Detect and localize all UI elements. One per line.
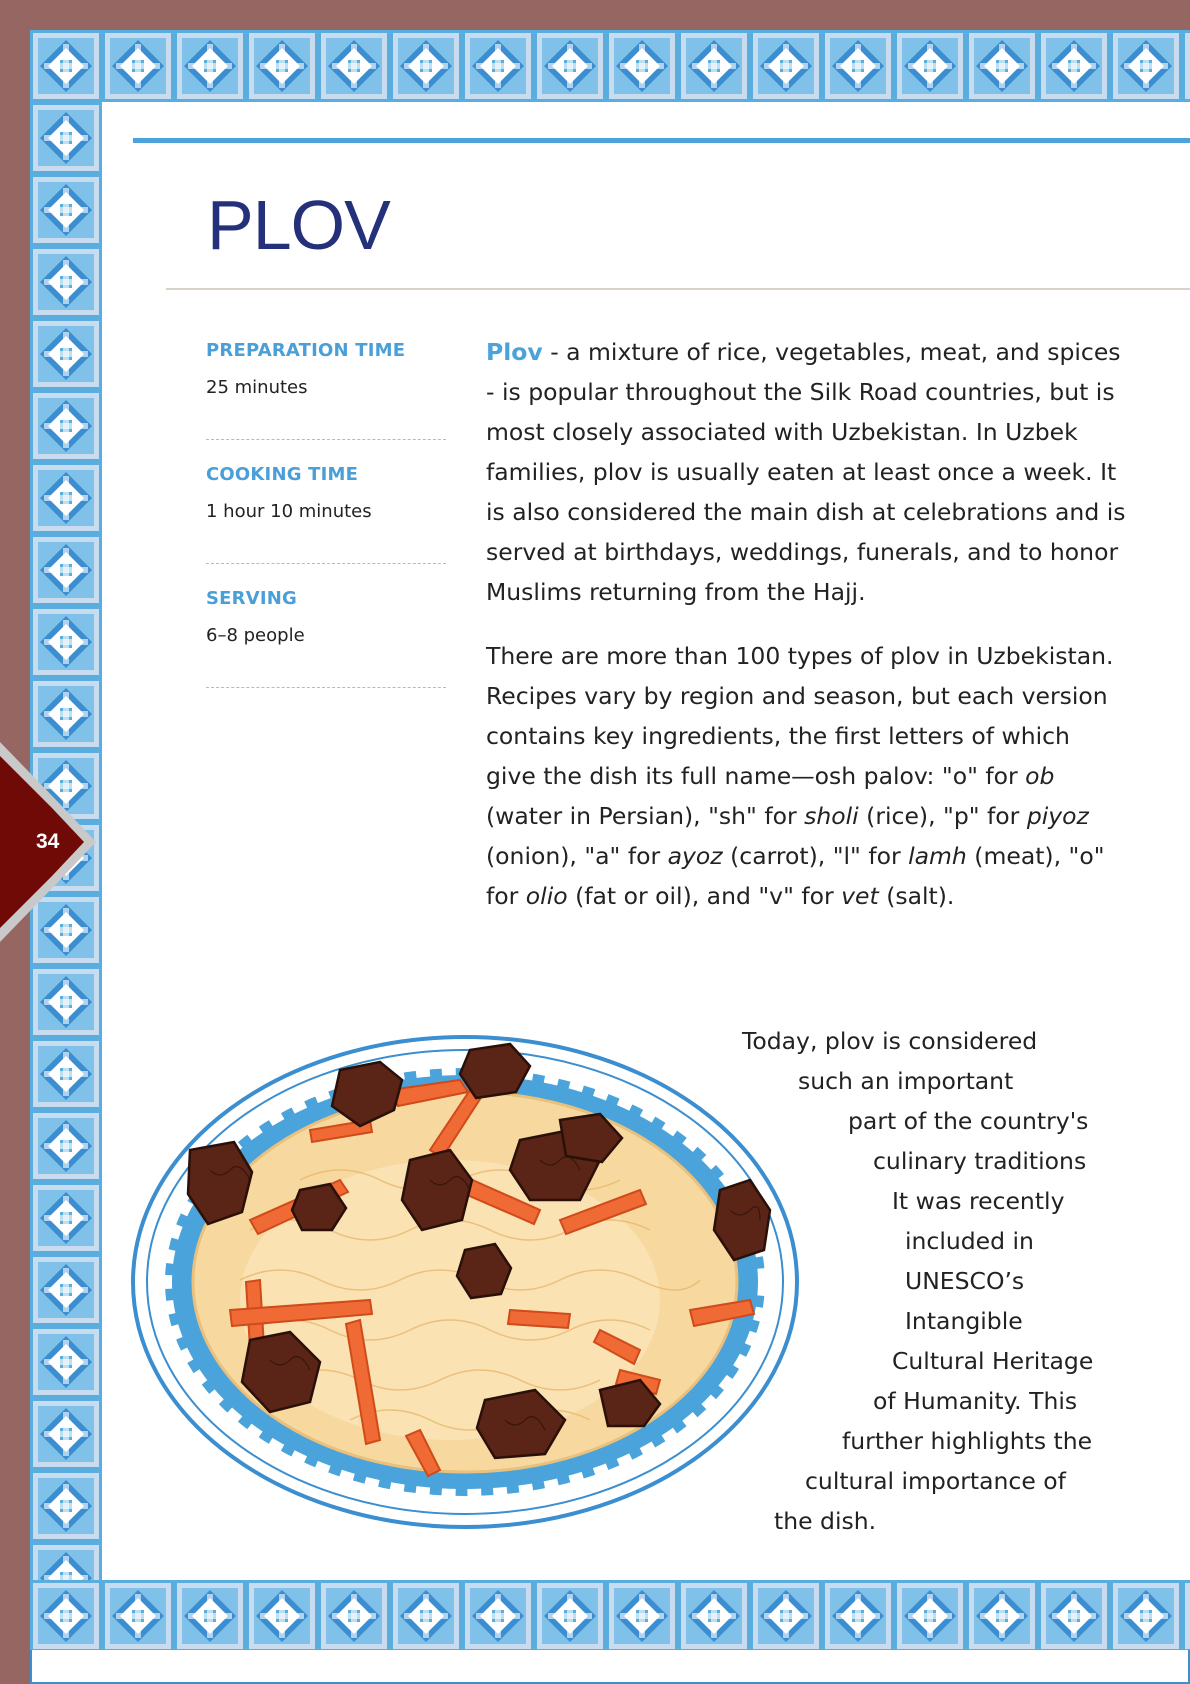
unesco-line: part of the country's — [848, 1107, 1089, 1135]
meta-serving — [206, 586, 446, 688]
term-sholi: sholi — [804, 802, 859, 830]
types-text: (onion), "a" for — [486, 842, 668, 870]
unesco-line: included in — [905, 1227, 1034, 1255]
types-text: (water in Persian), "sh" for — [486, 802, 805, 830]
bottom-border-pattern — [30, 1580, 1190, 1650]
unesco-line: It was recently — [892, 1187, 1065, 1215]
plov-plate-illustration — [130, 1010, 850, 1550]
meta-value: 6–8 people — [206, 625, 305, 646]
types-text: (meat), "o" for — [486, 842, 1105, 910]
intro-paragraph — [486, 332, 1126, 612]
term-ayoz: ayoz — [667, 842, 723, 870]
recipe-meta — [206, 338, 446, 710]
meta-label: COOKING TIME — [206, 464, 359, 485]
term-piyoz: piyoz — [1026, 802, 1089, 830]
term-lamh: lamh — [908, 842, 967, 870]
title-top-rule — [133, 138, 1190, 143]
meta-preparation-time — [206, 338, 446, 440]
term-olio: olio — [525, 882, 568, 910]
unesco-line: Cultural Heritage — [892, 1347, 1094, 1375]
unesco-line: culinary traditions — [873, 1147, 1087, 1175]
meta-value: 1 hour 10 minutes — [206, 501, 372, 522]
meta-cooking-time — [206, 462, 446, 564]
lead-word: Plov — [486, 338, 543, 366]
meta-label: SERVING — [206, 588, 297, 609]
unesco-line: Intangible — [905, 1307, 1023, 1335]
types-text: (carrot), "l" for — [722, 842, 909, 870]
title-bottom-rule — [166, 288, 1190, 290]
term-vet: vet — [841, 882, 879, 910]
page-number: 34 — [36, 830, 60, 853]
unesco-line: cultural importance of — [805, 1467, 1066, 1495]
intro-text: - a mixture of rice, vegetables, meat, and spices - is popular throughout the Silk Road countries, but is most closely associated with Uzbekistan. In Uzbek families, plov is usually eaten at least once a week. It is also considered the main dish at celebrations and is served at birthdays, weddings, funerals, and to honor Muslims returning from the Hajj. — [486, 338, 1126, 606]
types-text: (salt). — [878, 882, 955, 910]
article-body — [486, 332, 1126, 940]
types-text: (rice), "p" for — [858, 802, 1027, 830]
meta-value: 25 minutes — [206, 377, 308, 398]
top-border-pattern — [30, 30, 1190, 102]
unesco-line: the dish. — [774, 1507, 877, 1535]
unesco-line: of Humanity. This — [873, 1387, 1078, 1415]
meta-label: PREPARATION TIME — [206, 340, 406, 361]
types-paragraph — [486, 636, 1126, 916]
types-text: There are more than 100 types of plov in Uzbekistan. Recipes vary by region and season, but each version contains key ingredients, the first letters of which give the dish its full name—osh palov: "o" for — [486, 642, 1114, 790]
unesco-line: Today, plov is considered — [742, 1027, 1038, 1055]
unesco-line: such an important — [798, 1067, 1014, 1095]
page-title: PLOV — [207, 186, 390, 264]
term-ob: ob — [1025, 762, 1055, 790]
unesco-line: UNESCO’s — [905, 1267, 1025, 1295]
unesco-line: further highlights the — [842, 1427, 1093, 1455]
types-text: (fat or oil), and "v" for — [567, 882, 842, 910]
